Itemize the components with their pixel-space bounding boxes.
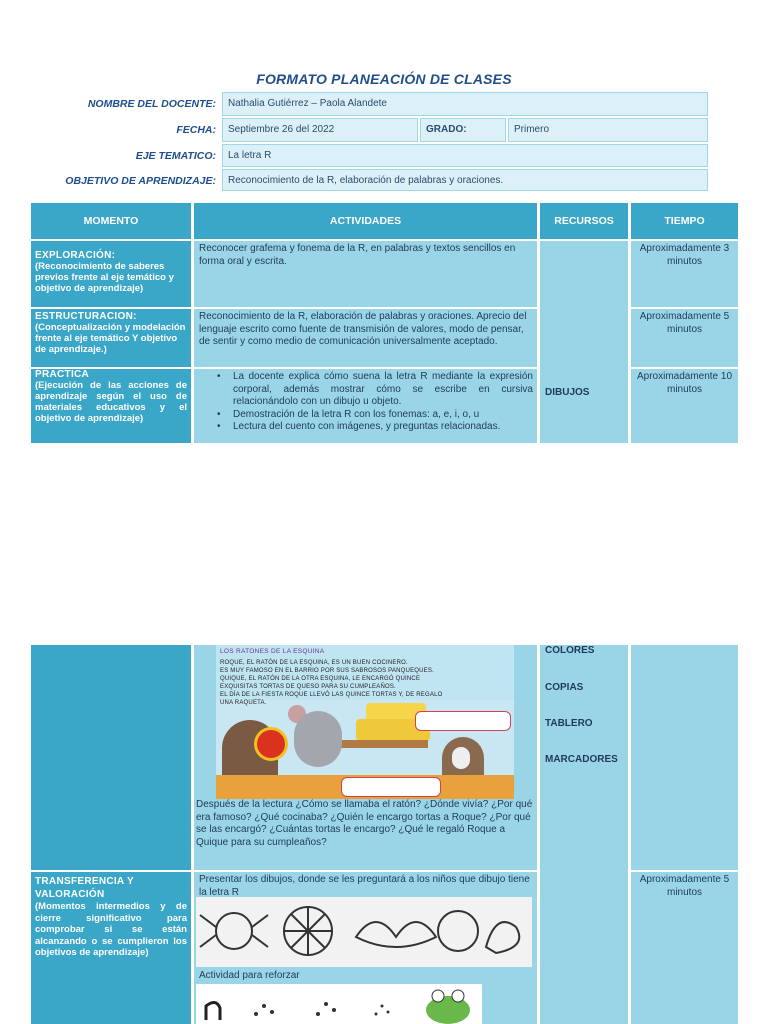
momento-name: PRACTICA (35, 369, 90, 380)
small-mouse-icon (452, 747, 470, 769)
frog-icon (426, 996, 470, 1024)
story-line: EL DÍA DE LA FIESTA ROQUE LLEVÓ LAS QUINCE TORTAS Y, DE REGALO (220, 692, 443, 698)
row-estructuracion-actividad: Reconocimiento de la R, elaboración de palabras y oraciones. Aprecio del lenguaje escrito como fuente de transmisión de valores, modo de pensar, de sentir y como medio de comunicación universalmente aceptado. (194, 309, 537, 367)
story-line: UNA RAQUETA. (220, 700, 267, 706)
list-item: • La docente explica cómo suena la letra R mediante la expresión corporal, además mostrar cómo se escribe en cursiva relacionándolo con un dibujo u objeto. (213, 371, 533, 409)
header-info (62, 90, 708, 191)
bat-icon (356, 922, 436, 947)
grado-label: GRADO: (420, 118, 506, 142)
story-line: ROQUE, EL RATÓN DE LA ESQUINA, ES UN BUEN COCINERO. (220, 660, 408, 666)
reforzar-svg (196, 984, 482, 1024)
recursos-cell (540, 241, 628, 443)
recurso-colores: COLORES (545, 645, 595, 656)
grado-value: Primero (508, 118, 708, 142)
momento-name: ESTRUCTURACION: (35, 311, 137, 322)
fecha-label: FECHA: (176, 124, 216, 136)
recursos-continued (540, 645, 628, 1024)
row-estructuracion-momento (31, 309, 191, 367)
recurso-dibujos: DIBUJOS (545, 387, 590, 398)
after-reading-text: Después de la lectura ¿Cómo se llamaba el ratón? ¿Dónde vivía? ¿Por qué era famoso? ¿Qué cocinaba? ¿Quién le encargo tortas a Roque? ¿Por qué se las encargó? ¿Cuántas tortas le encargo? ¿Qué le regaló Roque a Quique para su cumpleaños? (196, 799, 533, 848)
docente-label: NOMBRE DEL DOCENTE: (87, 98, 216, 110)
eje-value: La letra R (222, 144, 708, 167)
momento-name: EXPLORACIÓN: (35, 250, 116, 261)
reforzar-image (196, 984, 482, 1024)
story-line: ES MUY FAMOSO EN EL BARRIO POR SUS SABROSOS PANQUEQUES. (220, 668, 434, 674)
row-estructuracion-tiempo: Aproximadamente 5 minutos (631, 309, 738, 367)
practica-list (199, 371, 533, 434)
page-title: FORMATO PLANEACIÓN DE CLASES (256, 71, 512, 87)
story-text (220, 659, 510, 707)
story-line: EXQUISITAS TORTAS DE QUESO PARA SU CUMPLEAÑOS. (220, 684, 396, 690)
row-practica-tiempo: Aproximadamente 10 minutos (631, 369, 738, 443)
tray-shape (328, 740, 428, 748)
col-recursos: RECURSOS (540, 203, 628, 239)
drawings-image (196, 897, 532, 967)
list-item: • Demostración de la letra R con los fonemas: a, e, i, o, u (213, 409, 533, 422)
col-momento: MOMENTO (31, 203, 191, 239)
speech-bubble (341, 777, 441, 797)
recurso-copias: COPIAS (545, 682, 584, 693)
momento-desc: (Conceptualización y modelación frente al eje temático Y objetivo de aprendizaje.) (35, 322, 186, 355)
momento-desc: (Momentos intermedios y de cierre significativo para comprobar si se están alcanzando o se cumplieron los objetivos de aprendizaje) (35, 901, 187, 958)
practica-continued-tiempo (631, 645, 738, 870)
list-item: • Lectura del cuento con imágenes, y preguntas relacionadas. (213, 421, 533, 434)
objetivo-label: OBJETIVO DE APRENDIZAJE: (65, 175, 216, 187)
row-exploracion-momento (31, 241, 191, 307)
col-tiempo: TIEMPO (631, 203, 738, 239)
mouse-icon (294, 711, 342, 767)
spider-icon (216, 913, 252, 949)
momento-desc: (Ejecución de las acciones de aprendizaje según el uso de materiales educativos y el objetivo de aprendizaje) (35, 380, 187, 424)
row-exploracion-tiempo: Aproximadamente 3 minutos (631, 241, 738, 307)
letter-trace-icon (206, 1002, 220, 1020)
transferencia-momento (31, 872, 191, 1024)
practica-continued-momento (31, 645, 191, 870)
col-actividades: ACTIVIDADES (194, 203, 537, 239)
story-illustration (216, 645, 514, 799)
objetivo-value: Reconocimiento de la R, elaboración de palabras y oraciones. (222, 169, 708, 191)
fecha-value: Septiembre 26 del 2022 (222, 118, 418, 142)
ghost-icon (486, 922, 519, 953)
story-title: LOS RATONES DE LA ESQUINA (220, 648, 325, 655)
docente-value: Nathalia Gutiérrez – Paola Alandete (222, 92, 708, 116)
plan-table (31, 203, 738, 443)
transferencia-text: Presentar los dibujos, donde se les preguntará a los niños que dibujo tiene la letra R (199, 874, 530, 898)
racket-icon (254, 727, 288, 761)
momento-desc: (Reconocimiento de saberes previos frente al eje temático y objetivo de aprendizaje) (35, 261, 174, 294)
speech-bubble (415, 711, 511, 731)
face-icon (438, 911, 478, 951)
row-practica-momento (31, 369, 191, 443)
story-line: QUIQUE, EL RATÓN DE LA OTRA ESQUINA, LE ENCARGÓ QUINCE (220, 676, 421, 682)
drawings-svg (196, 897, 532, 967)
recurso-marcadores: MARCADORES (545, 754, 618, 765)
transferencia-tiempo: Aproximadamente 5 minutos (631, 872, 738, 1024)
momento-name: TRANSFERENCIA Y VALORACIÓN (35, 876, 134, 900)
row-exploracion-actividad: Reconocer grafema y fonema de la R, en palabras y textos sencillos en forma oral y escrita. (194, 241, 537, 307)
eje-label: EJE TEMATICO: (135, 150, 216, 162)
row-practica-actividad (194, 369, 537, 443)
reforzar-label: Actividad para reforzar (199, 970, 300, 981)
recurso-tablero: TABLERO (545, 718, 593, 729)
